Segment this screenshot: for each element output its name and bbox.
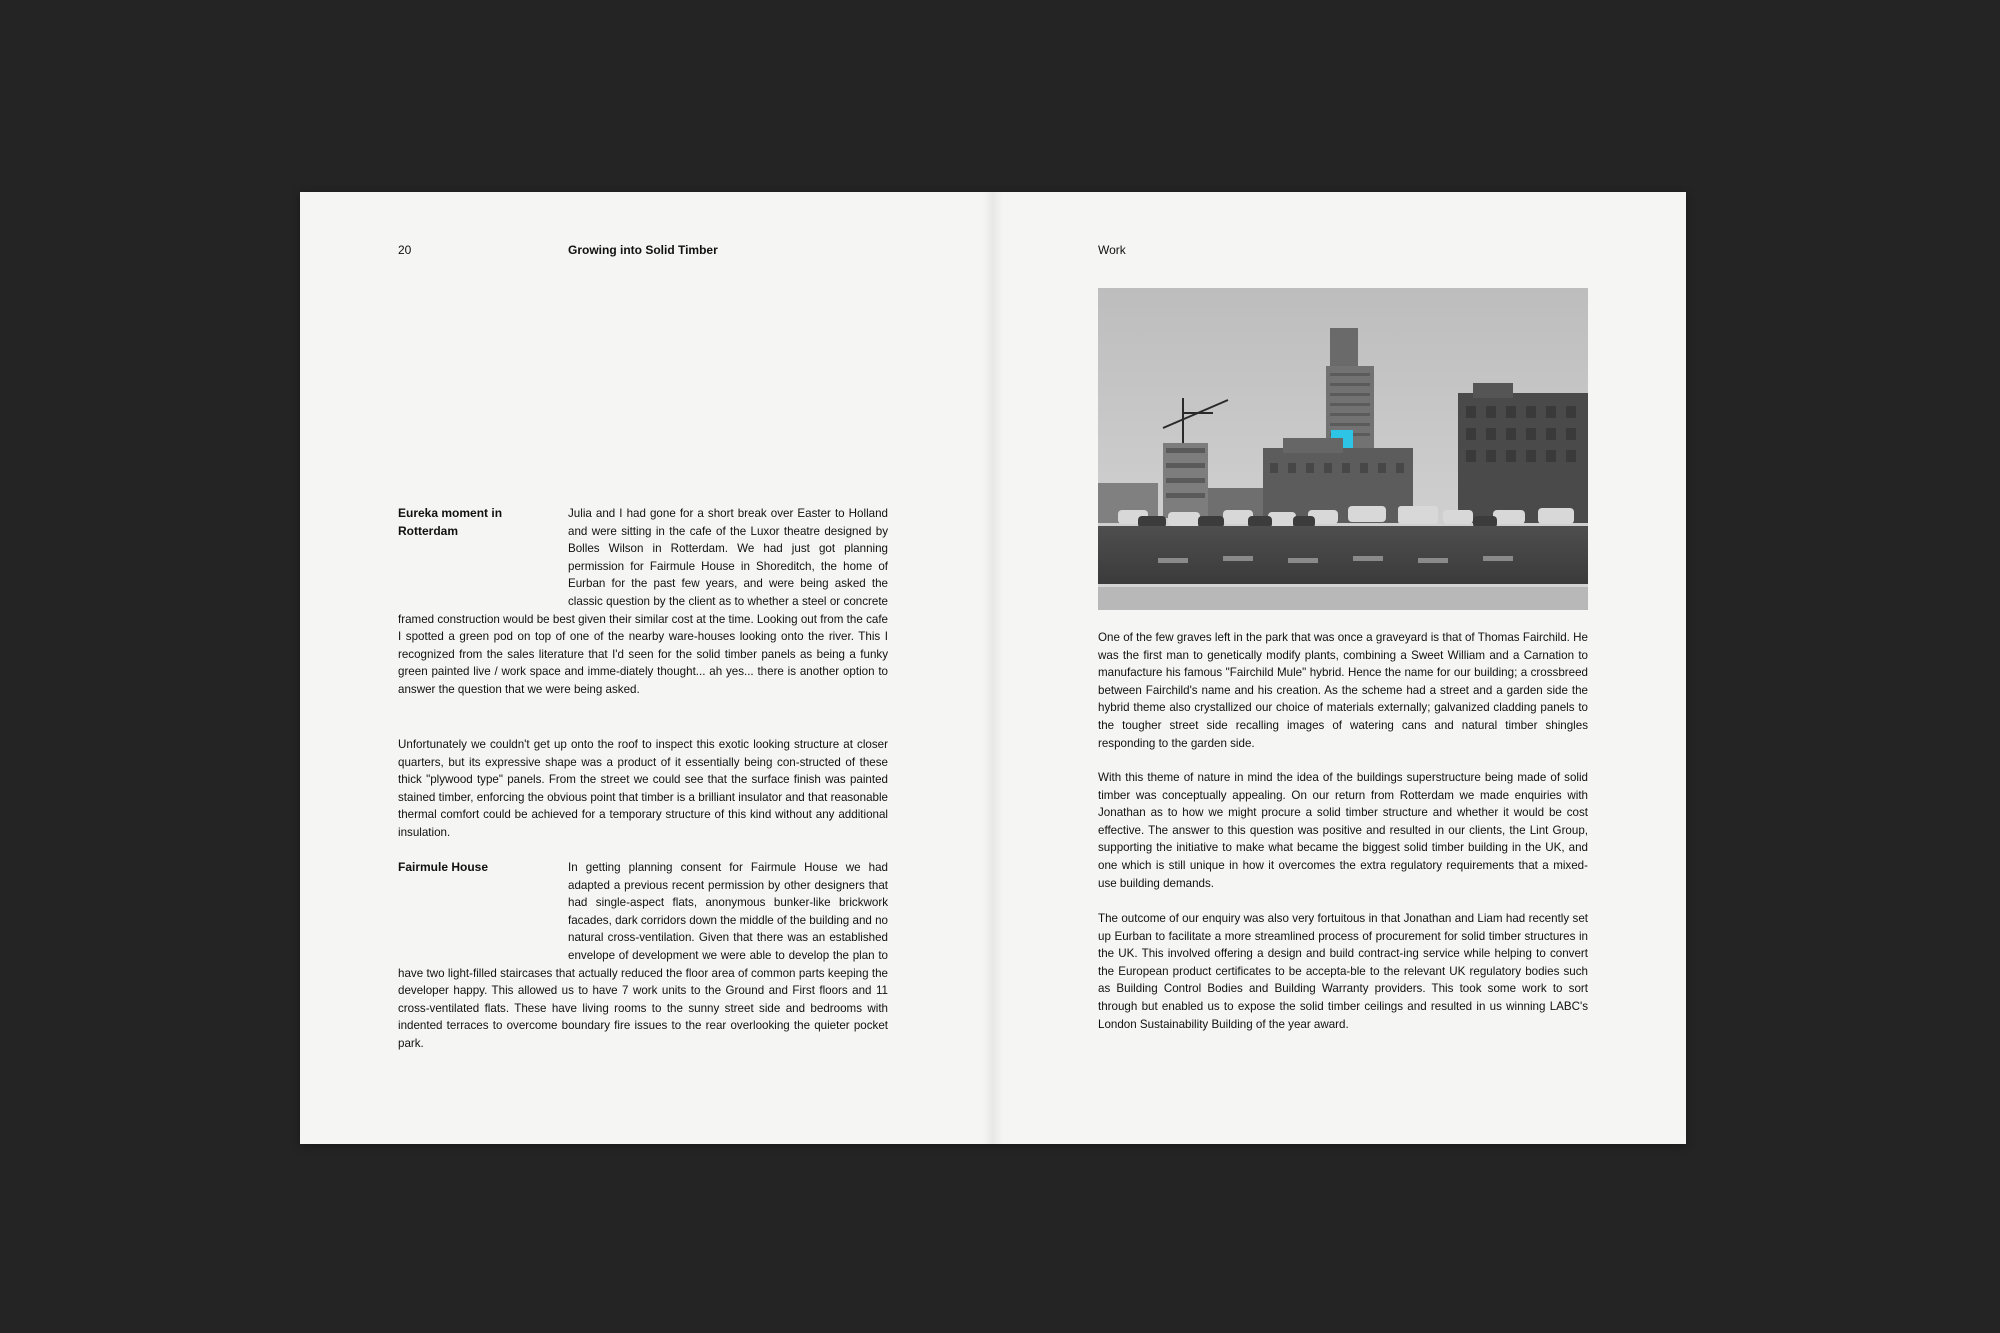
paragraph-text: The outcome of our enquiry was also very fortuitous in that Jonathan and Liam had recently set up Eurban to facilitate a more streamlined process of procurement for solid timber structures in the UK. This involved offering a design and build contract-ing service while helping to convert the European product certificates to be accepta-ble to the relevant UK regulatory bodies such as Building Control Bodies and Building Warranty providers. This took some work to sort through but enabled us to expose the solid timber ceilings and resulted in us winning LABC's London Sustainability Building of the year award. xyxy=(1098,912,1588,1031)
right-page xyxy=(993,192,1686,1144)
book-spread xyxy=(300,192,1686,1144)
paragraph-text: With this theme of nature in mind the idea of the buildings superstructure being made of solid timber was conceptually appealing. On our return from Rotterdam we made enquiries with Jonathan as to how we might procure a solid timber structure and whether it would be cost effective. The answer to this question was positive and resulted in our clients, the Lint Group, supporting the initiative to make what became the biggest solid timber building in the UK, and one which is still unique in how it overcomes the extra regulatory requirements that a mixed-use building demands. xyxy=(1098,771,1588,890)
paragraph-text: In getting planning consent for Fairmule House we had adapted a previous recent permission by other designers that had single-aspect flats, anonymous bunker-like brickwork facades, dark corridors down the middle of the building and no natural cross-ventilation. Given that there was an established envelope of development we were able to develop the plan to have two light-filled staircases that actually reduced the floor area of common parts keeping the developer happy. This allowed us to have 7 work units to the Ground and First floors and 11 cross-ventilated flats. These have living rooms to the sunny street side and bedrooms with indented terraces to overcome boundary fire issues to the rear overlooking the quieter pocket park. xyxy=(398,861,888,1050)
photo-illustration xyxy=(1098,288,1588,610)
running-title: Growing into Solid Timber xyxy=(568,243,718,257)
page-number: 20 xyxy=(398,243,412,257)
paragraph-nature-theme xyxy=(1098,769,1588,892)
section-heading-eureka: Eureka moment in Rotterdam xyxy=(398,506,503,538)
paragraph-text: Julia and I had gone for a short break over Easter to Holland and were sitting in the cafe of the Luxor theatre designed by Bolles Wilson in Rotterdam. We had just got planning permission for Fairmule House in Shoreditch, the home of Eurban for the past few years, and were being asked the classic question by the client as to whether a steel or concrete framed construction would be best given their similar cost at the time. Looking out from the cafe I spotted a green pod on top of one of the nearby ware-houses looking onto the river. This I recognized from the sales literature that I'd seen for the solid timber panels as being a funky green painted live / work space and imme-diately thought... ah yes... there is another option to answer the question that we were being asked. xyxy=(398,507,888,696)
paragraph-eureka-1 xyxy=(398,505,888,699)
running-head: Work xyxy=(1098,243,1126,257)
float-spacer xyxy=(398,859,568,961)
left-page xyxy=(300,192,993,1144)
section-heading-fairmule: Fairmule House xyxy=(398,860,489,874)
paragraph-fairchild xyxy=(1098,629,1588,752)
float-spacer xyxy=(398,505,568,607)
paragraph-fairmule xyxy=(398,859,888,1053)
paragraph-text: Unfortunately we couldn't get up onto the roof to inspect this exotic looking structure at closer quarters, but its expressive shape was a product of it essentially being con-structed of these thick "plywood type" panels. From the street we could see that the surface finish was painted stained timber, enforcing the obvious point that timber is a brilliant insulator and that reasonable thermal comfort could be achieved for a temporary structure of this kind without any additional insulation. xyxy=(398,738,888,839)
paragraph-text: One of the few graves left in the park that was once a graveyard is that of Thomas Fairchild. He was the first man to genetically modify plants, combining a Sweet William and a Carnation to manufacture his famous "Fairchild Mule" hybrid. Hence the name for our building; a crossbreed between Fairchild's name and his creation. As the scheme had a street and a garden side the hybrid theme also crystallized our choice of materials externally; galvanized cladding panels to the tougher street side recalling images of watering cans and natural timber shingles responding to the garden side. xyxy=(1098,631,1588,750)
paragraph-eureka-2 xyxy=(398,736,888,842)
rotterdam-photo xyxy=(1098,288,1588,610)
paragraph-eurban-outcome xyxy=(1098,910,1588,1033)
